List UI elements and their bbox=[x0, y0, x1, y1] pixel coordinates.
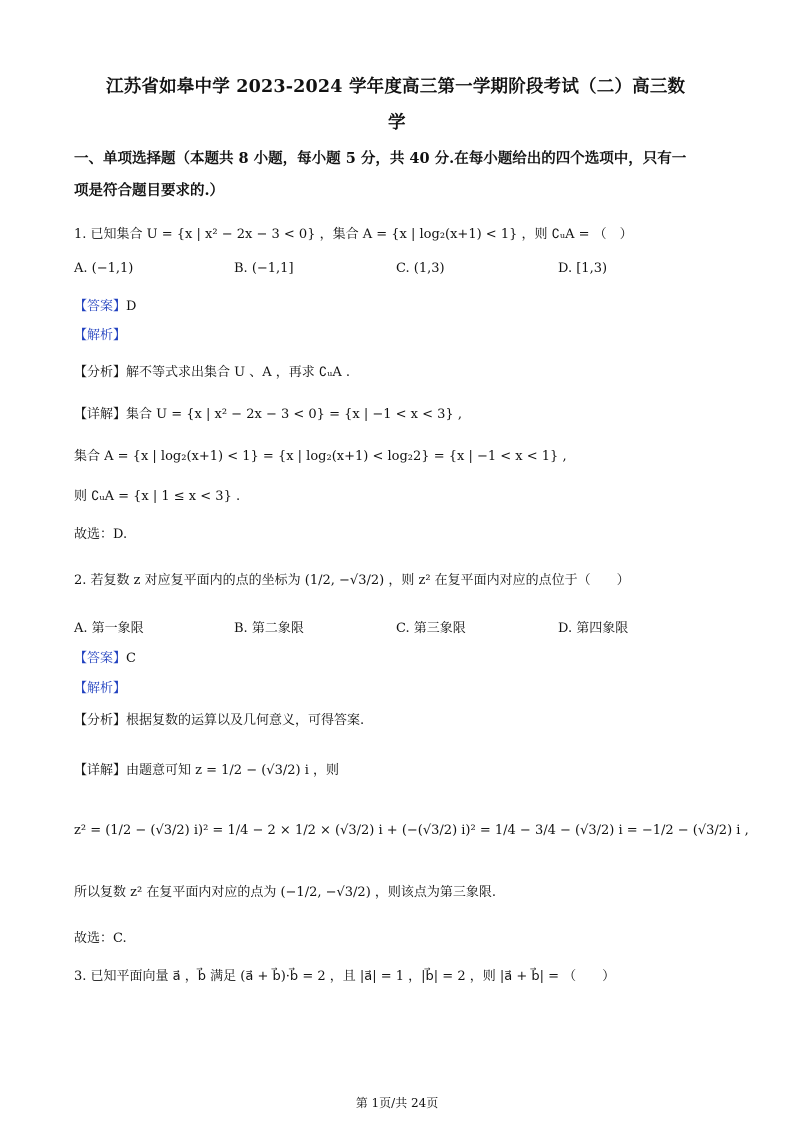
q1-answer-value: D bbox=[126, 299, 137, 314]
section-header-line2: 项是符合题目要求的.） bbox=[74, 182, 225, 199]
q2-analysis-tag: 【解析】 bbox=[74, 681, 127, 696]
q2-fenxi-text: 根据复数的运算以及几何意义，可得答案. bbox=[126, 713, 365, 728]
q1-fenxi-text: 解不等式求出集合 U 、A ，再求 ∁ᵤA . bbox=[126, 365, 350, 380]
exam-title-line2: 学 bbox=[388, 113, 406, 133]
q2-detail-line1 bbox=[74, 760, 339, 782]
exam-title-line1: 江苏省如皋中学 2023-2024 学年度高三第一学期阶段考试（二）高三数 bbox=[106, 77, 686, 97]
q2-option-d: D. 第四象限 bbox=[558, 621, 629, 636]
q1-conclusion: 故选：D. bbox=[74, 527, 128, 542]
q1-option-d: D. [1,3) bbox=[558, 261, 608, 276]
q1-detail-line2: 集合 A = {x | log₂(x+1) < 1} = {x | log₂(x+1) < log₂2} = {x | −1 < x < 1} , bbox=[74, 449, 567, 464]
q2-stem: 2. 若复数 z 对应复平面内的点的坐标为 (1/2, −√3/2) ，则 z² 在复平面内对应的点位于（ ） bbox=[74, 573, 630, 588]
q1-stem: 1. 已知集合 U = {x | x² − 2x − 3 < 0} ，集合 A = {x | log₂(x+1) < 1} ，则 ∁ᵤA = （ ） bbox=[74, 227, 633, 242]
detail-tag: 【详解】 bbox=[74, 407, 127, 422]
fenxi-tag: 【分析】 bbox=[74, 365, 127, 380]
q1-analysis-tag: 【解析】 bbox=[74, 328, 127, 343]
fenxi-tag: 【分析】 bbox=[74, 713, 127, 728]
q1-answer bbox=[74, 296, 136, 318]
q1-detail-line3: 则 ∁ᵤA = {x | 1 ≤ x < 3} . bbox=[74, 489, 241, 504]
q2-option-b: B. 第二象限 bbox=[234, 621, 304, 636]
q2-detail-line3: 所以复数 z² 在复平面内对应的点为 (−1/2, −√3/2) ，则该点为第三象限. bbox=[74, 885, 497, 900]
q1-option-a: A. (−1,1) bbox=[74, 261, 134, 276]
q2-detail-line2: z² = (1/2 − (√3/2) i)² = 1/4 − 2 × 1/2 × (√3/2) i + (−(√3/2) i)² = 1/4 − 3/4 − (√3/2) i = −1/2 − (√3/2) i , bbox=[74, 823, 749, 838]
q2-option-c: C. 第三象限 bbox=[396, 621, 466, 636]
q1-fenxi bbox=[74, 362, 350, 384]
q1-detail-line1 bbox=[74, 404, 462, 426]
q2-conclusion: 故选：C. bbox=[74, 931, 127, 946]
answer-tag: 【答案】 bbox=[74, 651, 127, 666]
q1-detail1-text: 集合 U = {x | x² − 2x − 3 < 0} = {x | −1 < x < 3} , bbox=[126, 407, 462, 422]
q2-fenxi bbox=[74, 710, 364, 732]
section-header-line1: 一、单项选择题（本题共 8 小题，每小题 5 分，共 40 分.在每小题给出的四个选项中，只有一 bbox=[74, 150, 687, 167]
q2-answer-value: C bbox=[126, 651, 136, 666]
q2-answer bbox=[74, 648, 136, 670]
q1-option-c: C. (1,3) bbox=[396, 261, 445, 276]
q1-option-b: B. (−1,1] bbox=[234, 261, 294, 276]
q2-option-a: A. 第一象限 bbox=[74, 621, 144, 636]
q3-stem: 3. 已知平面向量 a⃗ ，b⃗ 满足 (a⃗ + b⃗)·b⃗ = 2 ，且 |a⃗| = 1 ，|b⃗| = 2 ，则 |a⃗ + b⃗| = （ ） bbox=[74, 969, 616, 984]
page-footer: 第 1页/共 24页 bbox=[355, 1096, 439, 1110]
q2-detail1-text: 由题意可知 z = 1/2 − (√3/2) i ，则 bbox=[126, 763, 340, 778]
detail-tag: 【详解】 bbox=[74, 763, 127, 778]
answer-tag: 【答案】 bbox=[74, 299, 127, 314]
